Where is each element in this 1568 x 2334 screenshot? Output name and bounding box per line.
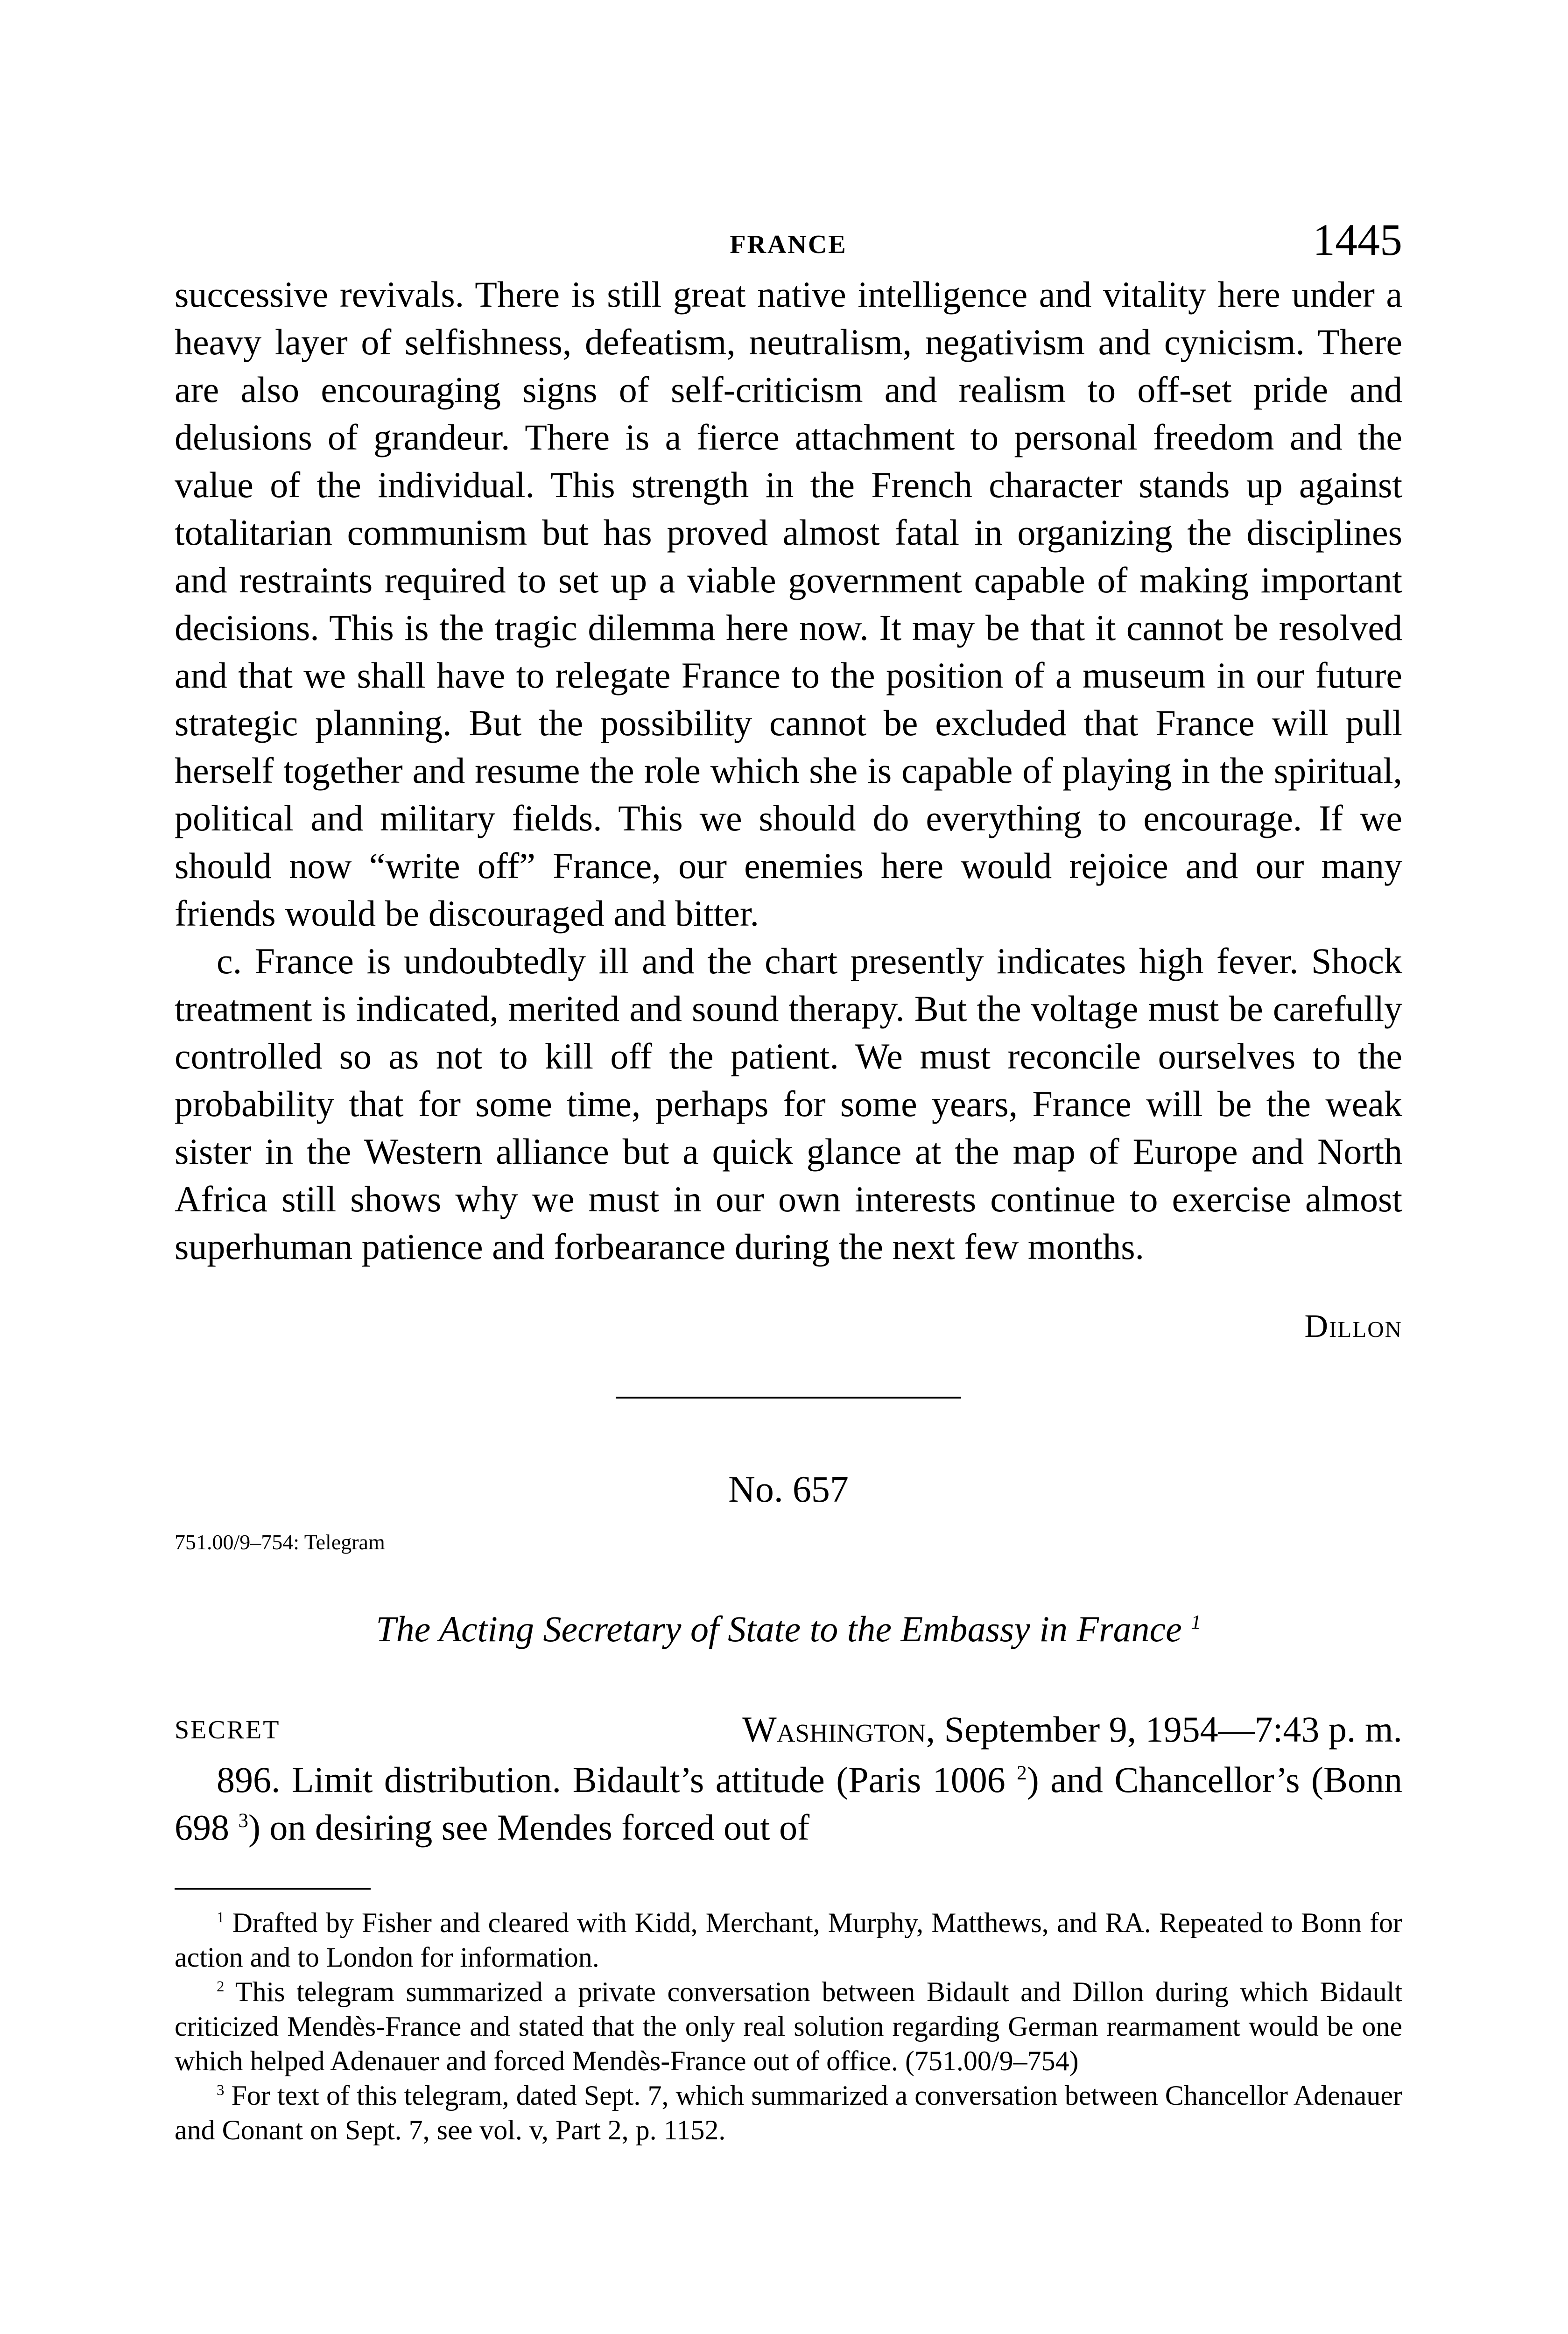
footnote-1-text: Drafted by Fisher and cleared with Kidd, Merchant, Murphy, Matthews, and RA. Repeated to Bonn for action and to London for information. (175, 1907, 1402, 1973)
footnote-marker-1: 1 (1191, 1611, 1201, 1633)
document-page (175, 205, 1402, 2147)
dateline (175, 1708, 1402, 1756)
footnote-2-marker: 2 (217, 1978, 225, 1995)
telegram-text (175, 1756, 1402, 1851)
document-title-text: The Acting Secretary of State to the Embassy in France (376, 1609, 1182, 1649)
paragraph-c: c. France is undoubtedly ill and the chart presently indicates high fever. Shock treatment is indicated, merited and sound therapy. But the voltage must be carefully controlled so as not to kill off the patient. We must reconcile ourselves to the probability that for some time, perhaps for some years, France will be the weak sister in the Western alliance but a quick glance at the map of Europe and North Africa still shows why we must in our own interests continue to exercise almost superhuman patience and forbearance during the next few months. (175, 941, 1402, 1267)
telegram-text-part-1: 896. Limit distribution. Bidault’s attitude (Paris 1006 (217, 1759, 1005, 1800)
footnote-1 (175, 1905, 1402, 1975)
footnotes (175, 1905, 1402, 2147)
date: , September 9, 1954—7:43 p. m. (926, 1709, 1402, 1750)
footnote-3 (175, 2078, 1402, 2147)
body-text (175, 271, 1402, 1271)
telegram-paragraph (175, 1756, 1402, 1851)
place-date (742, 1708, 1402, 1750)
running-title: FRANCE (730, 230, 847, 259)
document-title (175, 1608, 1402, 1650)
footnote-3-text: For text of this telegram, dated Sept. 7, which summarized a conversation between Chancellor Adenauer and Conant on Sept. 7, see vol. v, Part 2, p. 1152. (175, 2080, 1402, 2145)
signature: Dillon (1304, 1308, 1402, 1344)
footnote-marker-2: 2 (1017, 1762, 1027, 1784)
footnote-2 (175, 1975, 1402, 2078)
paragraph-continuation: successive revivals. There is still great native intelligence and vitality here under a heavy layer of selfishness, defeatism, neutralism, negativism and cynicism. There are also encouraging signs of self-criticism and realism to off-set pride and delusions of grandeur. There is a fierce attachment to personal freedom and the value of the individual. This strength in the French character stands up against totalitarian communism but has proved almost fatal in organizing the disciplines and restraints required to set up a viable government capable of making important decisions. This is the tragic dilemma here now. It may be that it cannot be resolved and that we shall have to relegate France to the position of a museum in our future strategic planning. But the possibility cannot be excluded that France will pull herself together and resume the role which she is capable of playing in the spiritual, political and military fields. This we should do everything to encourage. If we should now “write off” France, our enemies here would rejoice and our many friends would be discouraged and bitter. (175, 274, 1402, 934)
classification-label: SECRET (175, 1715, 281, 1744)
place: Washington (742, 1709, 926, 1750)
document-number: No. 657 (728, 1469, 849, 1510)
footnote-2-text: This telegram summarized a private conversation between Bidault and Dillon during which Bidault criticized Mendès-France and stated that the only real solution regarding German rearmament would be one which helped Adenauer and forced Mendès-France out of office. (751.00/9–754) (175, 1976, 1402, 2076)
file-reference: 751.00/9–754: Telegram (175, 1530, 385, 1554)
footnote-1-marker: 1 (217, 1909, 225, 1926)
footnote-3-marker: 3 (217, 2082, 225, 2099)
footnote-divider (175, 1888, 371, 1890)
running-head (175, 205, 1402, 271)
telegram-text-part-2: ) and Chancellor’s (Bonn 698 (175, 1759, 1403, 1848)
telegram-text-part-3: ) on desiring see Mendes forced out of (248, 1807, 810, 1848)
page-number: 1445 (1313, 215, 1402, 265)
section-divider (616, 1397, 961, 1399)
footnote-marker-3: 3 (238, 1810, 248, 1832)
